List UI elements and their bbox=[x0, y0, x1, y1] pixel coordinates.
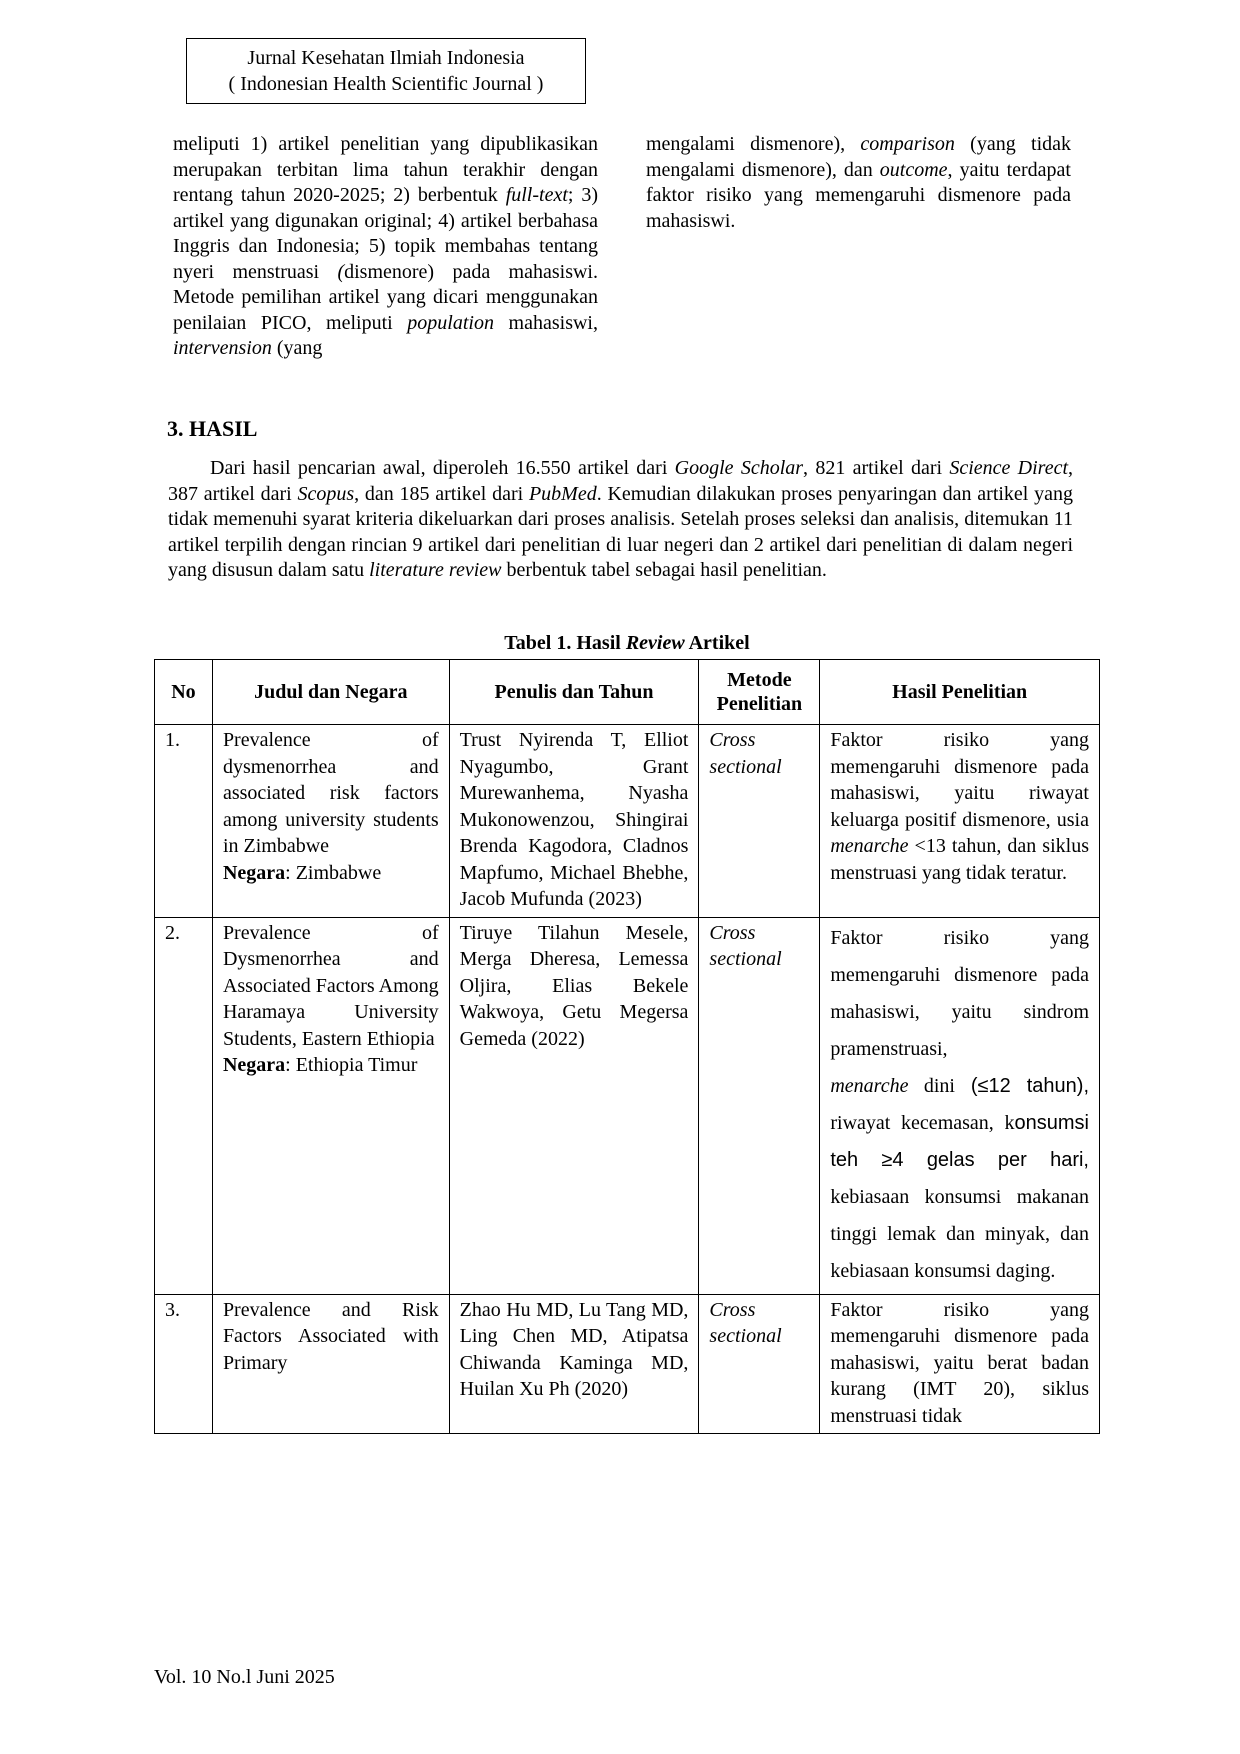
text-run: , 821 artikel dari bbox=[803, 457, 950, 479]
section-heading: 3. HASIL bbox=[167, 416, 258, 441]
hasil-italic: menarche bbox=[830, 835, 909, 857]
journal-subtitle: ( Indonesian Health Scientific Journal ) bbox=[228, 73, 544, 95]
cell-penulis: Tiruye Tilahun Mesele, Merga Dheresa, Lemessa Oljira, Elias Bekele Wakwoya, Getu Megersa Gemeda (2022) bbox=[449, 917, 699, 1294]
hasil-text: dini bbox=[908, 1074, 955, 1097]
cell-no: 1. bbox=[155, 725, 213, 918]
text-run: , yaitu terdapat faktor risiko yang memengaruhi dismenore pada mahasiswi. bbox=[646, 158, 1071, 232]
cell-judul bbox=[212, 917, 449, 1294]
metode-text: Cross sectional bbox=[709, 729, 782, 778]
text-run-italic: PubMed bbox=[528, 482, 597, 505]
metode-text: Cross sectional bbox=[709, 921, 782, 970]
cell-metode bbox=[699, 725, 820, 918]
metode-text: Cross sectional bbox=[709, 1298, 782, 1347]
text-run: , 387 artikel dari bbox=[168, 457, 1073, 505]
judul-text: Prevalence of dysmenorrhea and associated risk factors among university students in Zimbabwe bbox=[222, 729, 439, 857]
caption-italic: Review bbox=[625, 632, 685, 654]
table-row bbox=[155, 1294, 1100, 1434]
cell-hasil: Faktor risiko yang memengaruhi dismenore pada mahasiswi, yaitu berat badan kurang (IMT 20), siklus menstruasi tidak bbox=[820, 1294, 1100, 1434]
caption-text: Tabel 1. Hasil bbox=[504, 632, 626, 654]
text-run-italic: population bbox=[407, 311, 494, 334]
cell-metode bbox=[699, 1294, 820, 1434]
table-caption bbox=[154, 632, 1100, 655]
table-row bbox=[155, 725, 1100, 918]
text-run-italic: ( bbox=[337, 260, 345, 283]
text-run: ; 3) artikel yang digunakan original; 4) artikel berbahasa Inggris dan Indonesia; 5) topik membahas tentang nyeri menstruasi bbox=[173, 184, 598, 283]
text-run: mahasiswi, bbox=[493, 311, 598, 334]
header-judul: Judul dan Negara bbox=[212, 660, 449, 725]
text-run: meliputi 1) artikel penelitian yang dipublikasikan merupakan terbitan lima tahun terakhir dengan rentang tahun 2020-2025; 2) berbentuk bbox=[173, 133, 598, 206]
negara-value: : Ethiopia Timur bbox=[285, 1054, 418, 1076]
negara-label: Negara bbox=[222, 1054, 286, 1076]
review-table bbox=[154, 659, 1100, 1434]
hasil-sans-text: (≤12 tahun), bbox=[954, 1074, 1089, 1097]
judul-text: Prevalence of Dysmenorrhea and Associated Factors Among Haramaya University Students, Eastern Ethiopia bbox=[222, 921, 439, 1050]
text-run-italic: comparison bbox=[860, 133, 955, 155]
table-header-row bbox=[155, 660, 1100, 725]
cell-penulis: Trust Nyirenda T, Elliot Nyagumbo, Grant Murewanhema, Nyasha Mukonowenzou, Shingirai Brenda Kagodora, Cladnos Mapfumo, Michael Bhebhe, Jacob Mufunda (2023) bbox=[449, 725, 699, 918]
text-run-italic: Science Direct bbox=[949, 457, 1068, 479]
negara-value: : Zimbabwe bbox=[285, 861, 382, 884]
text-run-italic: literature review bbox=[369, 559, 502, 581]
journal-title: Jurnal Kesehatan Ilmiah Indonesia bbox=[247, 47, 525, 69]
text-run-italic: Google Scholar bbox=[674, 457, 804, 479]
table-row bbox=[155, 917, 1100, 1294]
cell-no: 2. bbox=[155, 917, 213, 1294]
hasil-text: Faktor risiko yang memengaruhi dismenore pada mahasiswi, yaitu riwayat keluarga positif dismenore, usia bbox=[830, 729, 1089, 831]
text-run: . Kemudian dilakukan proses penyaringan dan artikel yang tidak memenuhi syarat kriteria dikeluarkan dari proses analisis. Setelah proses seleksi dan analisis, ditemukan 11 artikel terpilih dengan rincian 9 artikel dari penelitian di luar negeri dan 2 artikel dari penelitian di dalam negeri yang disusun dalam satu bbox=[168, 482, 1073, 581]
footer-volume: Vol. 10 No.l Juni 2025 bbox=[154, 1666, 335, 1688]
text-run: mengalami dismenore), bbox=[646, 133, 861, 155]
hasil-italic: menarche bbox=[830, 1074, 909, 1097]
cell-metode bbox=[699, 917, 820, 1294]
criteria-right-column bbox=[646, 132, 1071, 234]
cell-penulis: Zhao Hu MD, Lu Tang MD, Ling Chen MD, Atipatsa Chiwanda Kaminga MD, Huilan Xu Ph (2020) bbox=[449, 1294, 699, 1434]
cell-hasil bbox=[820, 725, 1100, 918]
hasil-sans-text: onsumsi teh ≥4 gelas per hari, bbox=[830, 1111, 1089, 1171]
hasil-text: kebiasaan konsumsi makanan tinggi lemak dan minyak, dan kebiasaan konsumsi daging. bbox=[830, 1185, 1089, 1282]
text-run: Dari hasil pencarian awal, diperoleh 16.550 artikel dari bbox=[210, 457, 675, 479]
text-run-italic: outcome bbox=[879, 158, 948, 181]
text-run-italic: full-text bbox=[505, 184, 568, 206]
journal-header-box bbox=[186, 38, 586, 104]
header-no: No bbox=[155, 660, 213, 725]
hasil-text: riwayat kecemasan, k bbox=[830, 1111, 1015, 1134]
text-run: , dan 185 artikel dari bbox=[354, 482, 529, 505]
text-run-italic: intervension bbox=[173, 337, 272, 359]
text-run: (yang bbox=[271, 337, 323, 359]
hasil-text: Faktor risiko yang memengaruhi dismenore pada mahasiswi, yaitu sindrom pramenstruasi, bbox=[830, 926, 1089, 1060]
text-run-italic: Scopus bbox=[297, 482, 355, 505]
cell-hasil bbox=[820, 917, 1100, 1294]
text-run: dismenore) pada mahasiswi. Metode pemilihan artikel yang dicari menggunakan penilaian PICO, meliputi bbox=[173, 260, 598, 334]
negara-label: Negara bbox=[222, 861, 286, 884]
header-metode: Metode Penelitian bbox=[699, 660, 820, 725]
cell-judul bbox=[212, 725, 449, 918]
cell-no: 3. bbox=[155, 1294, 213, 1434]
criteria-left-column bbox=[173, 132, 598, 362]
cell-judul: Prevalence and Risk Factors Associated with Primary bbox=[212, 1294, 449, 1434]
header-penulis: Penulis dan Tahun bbox=[449, 660, 699, 725]
text-run: (yang tidak mengalami dismenore), dan bbox=[646, 133, 1071, 181]
caption-text: Artikel bbox=[684, 632, 750, 654]
results-paragraph bbox=[168, 456, 1073, 584]
text-run: berbentuk tabel sebagai hasil penelitian. bbox=[501, 559, 827, 581]
hasil-text: <13 tahun, dan siklus menstruasi yang tidak teratur. bbox=[830, 835, 1089, 884]
header-hasil: Hasil Penelitian bbox=[820, 660, 1100, 725]
